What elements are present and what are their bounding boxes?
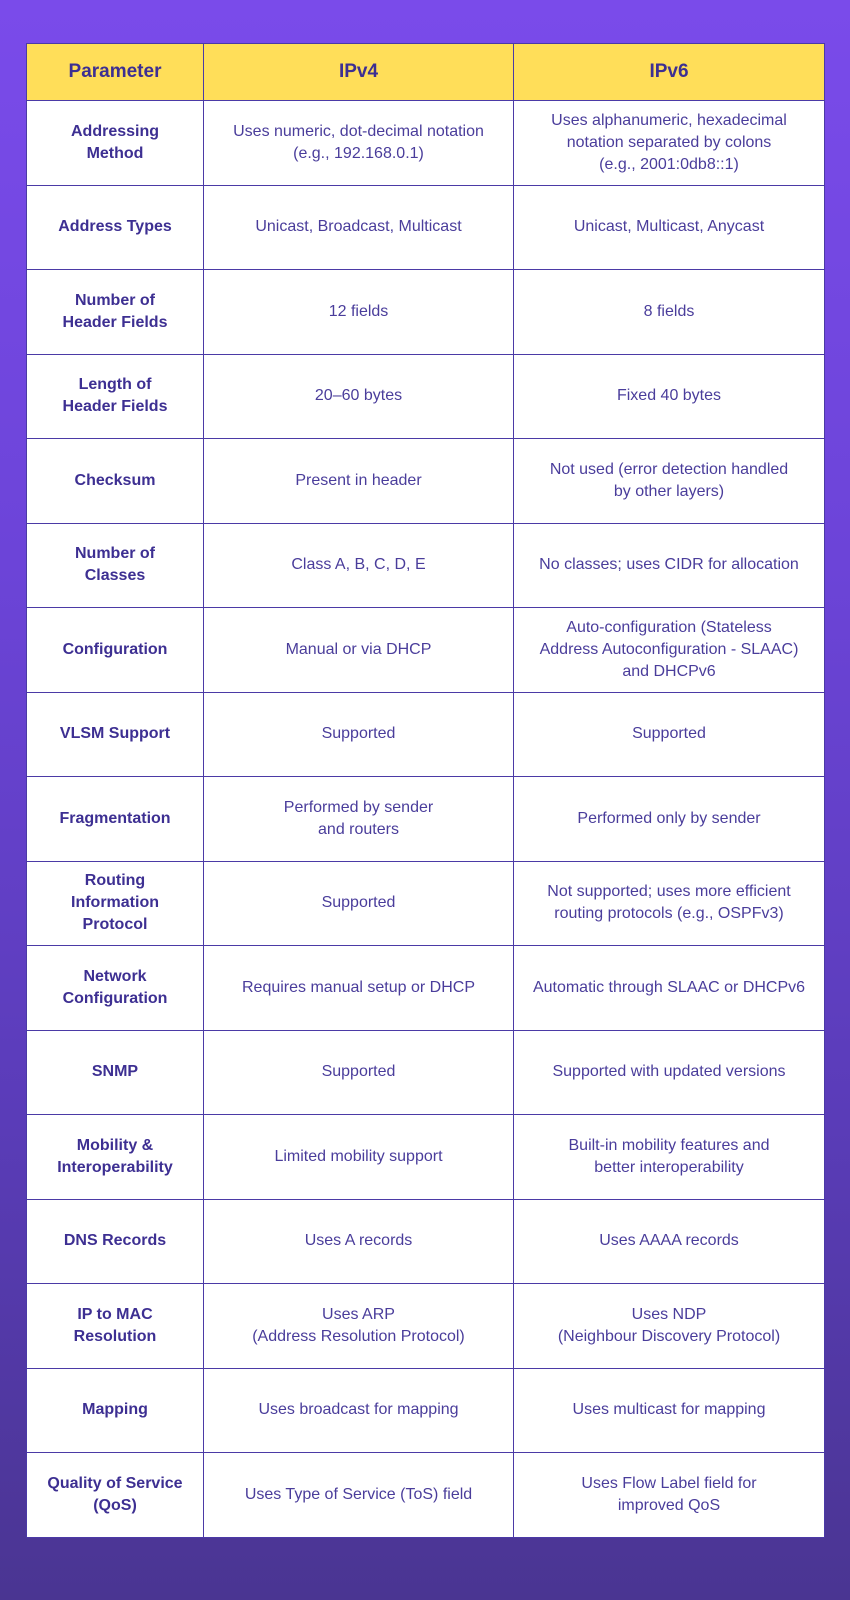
parameter-cell-text-line: Interoperability	[57, 1158, 173, 1176]
ipv4-cell	[204, 1453, 514, 1538]
parameter-cell	[27, 1453, 204, 1538]
ipv4-cell-text-line: 12 fields	[328, 302, 389, 320]
ipv6-cell	[514, 101, 825, 186]
parameter-cell-text-line: Mobility &	[76, 1136, 154, 1154]
ipv6-cell	[514, 946, 825, 1031]
ipv4-cell	[204, 439, 514, 524]
table-row	[27, 692, 825, 777]
ipv6-cell-text-line: Address Autoconfiguration - SLAAC)	[539, 640, 799, 658]
parameter-cell	[27, 1284, 204, 1369]
parameter-cell	[27, 777, 204, 862]
ipv6-cell	[514, 439, 825, 524]
ipv4-cell-text-line: Performed by sender	[283, 798, 434, 816]
table-row	[27, 101, 825, 186]
ipv6-cell-text-line: Uses AAAA records	[599, 1232, 739, 1250]
table-row	[27, 777, 825, 862]
ipv4-cell	[204, 101, 514, 186]
ipv4-cell-text-line: Supported	[321, 1063, 396, 1081]
ipv4-cell-text-line: and routers	[318, 820, 399, 838]
ipv4-cell-text-line: (e.g., 192.168.0.1)	[293, 144, 424, 162]
parameter-cell-text-line: Configuration	[62, 640, 168, 658]
table-body	[27, 101, 825, 1538]
ipv4-cell-text-line: Supported	[321, 725, 396, 743]
table-row	[27, 1199, 825, 1284]
ipv4-cell	[204, 777, 514, 862]
ipv4-cell	[204, 523, 514, 608]
ipv4-cell	[204, 185, 514, 270]
parameter-cell-text-line: DNS Records	[63, 1232, 167, 1250]
ipv6-cell	[514, 861, 825, 946]
parameter-cell-text-line: Information	[71, 894, 159, 912]
parameter-cell-text-line: Fragmentation	[59, 809, 171, 827]
table-row	[27, 1453, 825, 1538]
table-row	[27, 946, 825, 1031]
parameter-cell-text-line: Method	[86, 144, 144, 162]
table-row	[27, 439, 825, 524]
header-row	[27, 44, 825, 101]
ipv6-cell	[514, 608, 825, 693]
ipv6-cell	[514, 1368, 825, 1453]
table-row	[27, 1284, 825, 1369]
header-ipv4: IPv4	[204, 44, 514, 101]
ipv6-cell-text-line: Automatic through SLAAC or DHCPv6	[532, 978, 806, 996]
table-row	[27, 1115, 825, 1200]
ipv6-cell-text-line: Unicast, Multicast, Anycast	[573, 218, 765, 236]
ipv6-cell	[514, 523, 825, 608]
ipv6-cell	[514, 185, 825, 270]
parameter-cell	[27, 101, 204, 186]
table-header	[27, 44, 825, 101]
ipv6-cell-text-line: Uses NDP	[631, 1305, 707, 1323]
ipv4-cell	[204, 1368, 514, 1453]
ipv4-cell	[204, 608, 514, 693]
ipv6-cell-text-line: Auto-configuration (Stateless	[566, 618, 772, 636]
ipv4-cell	[204, 1030, 514, 1115]
ipv6-cell-text-line: improved QoS	[617, 1496, 721, 1514]
ipv6-cell-text-line: 8 fields	[643, 302, 695, 320]
parameter-cell	[27, 692, 204, 777]
parameter-cell-text-line: IP to MAC	[77, 1305, 153, 1323]
parameter-cell	[27, 523, 204, 608]
ipv4-cell-text-line: Present in header	[295, 471, 422, 489]
ipv6-cell-text-line: (Neighbour Discovery Protocol)	[557, 1327, 781, 1345]
parameter-cell-text-line: (QoS)	[93, 1496, 137, 1514]
ipv4-vs-ipv6-comparison-table	[26, 43, 825, 1538]
ipv6-cell-text-line: Uses multicast for mapping	[572, 1401, 766, 1419]
parameter-cell-text-line: Classes	[84, 567, 146, 585]
parameter-cell-text-line: Protocol	[82, 916, 148, 934]
ipv6-cell	[514, 1199, 825, 1284]
ipv4-cell	[204, 270, 514, 355]
parameter-cell-text-line: Network	[83, 967, 147, 985]
ipv6-cell-text-line: Not supported; uses more efficient	[547, 883, 791, 901]
parameter-cell	[27, 1030, 204, 1115]
ipv4-cell-text-line: Uses ARP	[322, 1305, 395, 1323]
parameter-cell	[27, 185, 204, 270]
parameter-cell-text-line: Addressing	[70, 122, 159, 140]
ipv4-cell-text-line: 20–60 bytes	[314, 387, 403, 405]
ipv4-cell-text-line: Uses A records	[304, 1232, 413, 1250]
ipv6-cell	[514, 1030, 825, 1115]
table-row	[27, 185, 825, 270]
ipv6-cell-text-line: by other layers)	[613, 482, 725, 500]
parameter-cell-text-line: Number of	[75, 545, 155, 563]
table-row	[27, 608, 825, 693]
ipv6-cell-text-line: No classes; uses CIDR for allocation	[539, 556, 799, 574]
ipv6-cell	[514, 354, 825, 439]
parameter-cell-text-line: Resolution	[73, 1327, 157, 1345]
ipv4-cell-text-line: Limited mobility support	[274, 1147, 443, 1165]
parameter-cell-text-line: Configuration	[62, 989, 168, 1007]
ipv4-cell-text-line: Class A, B, C, D, E	[291, 556, 426, 574]
ipv6-cell	[514, 1284, 825, 1369]
ipv6-cell-text-line: Supported	[632, 725, 706, 743]
ipv4-cell	[204, 946, 514, 1031]
ipv6-cell-text-line: Performed only by sender	[577, 809, 761, 827]
parameter-cell	[27, 1115, 204, 1200]
parameter-cell-text-line: Checksum	[74, 471, 156, 489]
ipv6-cell-text-line: Built-in mobility features and	[568, 1136, 770, 1154]
table-row	[27, 861, 825, 946]
ipv4-cell-text-line: Requires manual setup or DHCP	[242, 978, 475, 996]
header-parameter: Parameter	[27, 44, 204, 101]
ipv4-cell	[204, 1115, 514, 1200]
parameter-cell-text-line: SNMP	[91, 1063, 139, 1081]
parameter-cell	[27, 439, 204, 524]
ipv6-cell	[514, 1115, 825, 1200]
parameter-cell-text-line: Routing	[84, 872, 146, 890]
comparison-table-container	[26, 43, 824, 1538]
ipv6-cell-text-line: Uses alphanumeric, hexadecimal	[551, 111, 787, 129]
table-row	[27, 354, 825, 439]
table-row	[27, 270, 825, 355]
header-ipv6: IPv6	[514, 44, 825, 101]
ipv6-cell-text-line: routing protocols (e.g., OSPFv3)	[554, 905, 784, 923]
ipv4-cell-text-line: Unicast, Broadcast, Multicast	[255, 218, 462, 236]
ipv6-cell	[514, 1453, 825, 1538]
ipv6-cell-text-line: better interoperability	[594, 1158, 744, 1176]
parameter-cell-text-line: Quality of Service	[47, 1474, 183, 1492]
ipv4-cell-text-line: (Address Resolution Protocol)	[252, 1327, 465, 1345]
parameter-cell-text-line: Address Types	[58, 218, 172, 236]
parameter-cell	[27, 270, 204, 355]
ipv4-cell	[204, 354, 514, 439]
ipv4-cell-text-line: Uses numeric, dot-decimal notation	[233, 122, 484, 140]
ipv6-cell-text-line: Uses Flow Label field for	[581, 1474, 757, 1492]
ipv6-cell	[514, 270, 825, 355]
table-row	[27, 1368, 825, 1453]
ipv4-cell	[204, 1199, 514, 1284]
parameter-cell	[27, 354, 204, 439]
ipv6-cell	[514, 692, 825, 777]
ipv6-cell-text-line: Supported with updated versions	[552, 1063, 786, 1081]
parameter-cell	[27, 1368, 204, 1453]
parameter-cell-text-line: Length of	[78, 376, 152, 394]
parameter-cell	[27, 1199, 204, 1284]
parameter-cell-text-line: Header Fields	[62, 398, 168, 416]
ipv4-cell	[204, 692, 514, 777]
ipv4-cell-text-line: Uses broadcast for mapping	[258, 1401, 459, 1419]
parameter-cell	[27, 861, 204, 946]
ipv6-cell-text-line: notation separated by colons	[566, 133, 772, 151]
ipv4-cell-text-line: Supported	[321, 894, 396, 912]
parameter-cell-text-line: Mapping	[82, 1401, 148, 1419]
parameter-cell	[27, 946, 204, 1031]
parameter-cell-text-line: Number of	[75, 291, 155, 309]
ipv6-cell-text-line: and DHCPv6	[622, 662, 716, 680]
parameter-cell-text-line: VLSM Support	[59, 725, 171, 743]
ipv6-cell-text-line: Not used (error detection handled	[549, 460, 789, 478]
ipv4-cell	[204, 861, 514, 946]
table-row	[27, 523, 825, 608]
table-row	[27, 1030, 825, 1115]
ipv4-cell	[204, 1284, 514, 1369]
ipv4-cell-text-line: Uses Type of Service (ToS) field	[244, 1485, 473, 1503]
parameter-cell-text-line: Header Fields	[62, 313, 168, 331]
ipv6-cell-text-line: (e.g., 2001:0db8::1)	[599, 155, 739, 173]
ipv6-cell	[514, 777, 825, 862]
ipv4-cell-text-line: Manual or via DHCP	[285, 640, 432, 658]
parameter-cell	[27, 608, 204, 693]
ipv6-cell-text-line: Fixed 40 bytes	[616, 387, 722, 405]
